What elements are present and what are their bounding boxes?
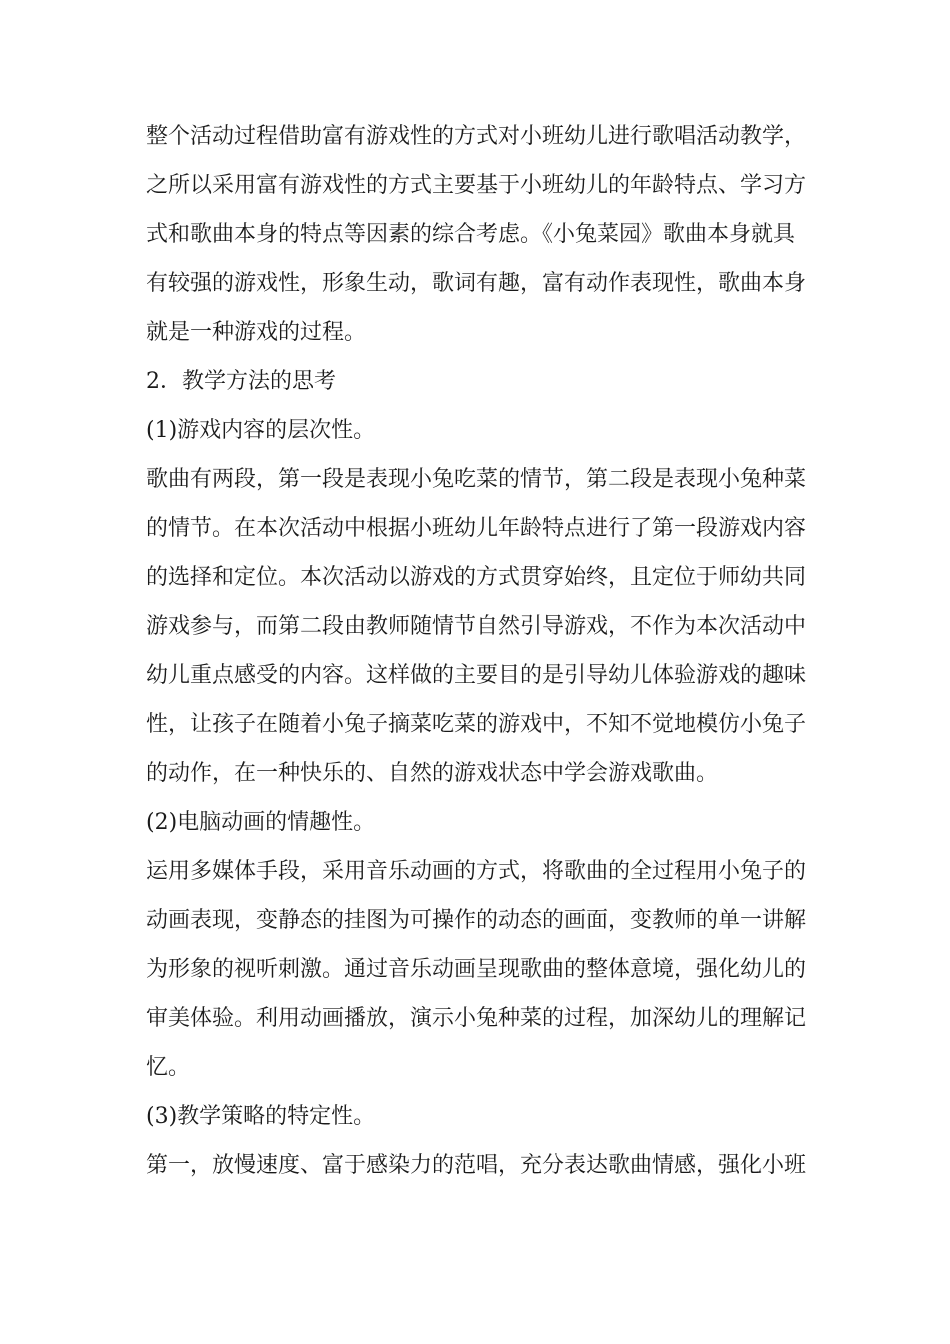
text-line: 为形象的视听刺激。通过音乐动画呈现歌曲的整体意境，强化幼儿的 [146,957,807,982]
text-line: 整个活动过程借助富有游戏性的方式对小班幼儿进行歌唱活动教学， [146,124,807,149]
subsection-heading: (3)教学策略的特定性。 [146,1104,376,1129]
text-line: 动画表现，变静态的挂图为可操作的动态的画面，变教师的单一讲解 [146,908,807,933]
section-heading: 2．教学方法的思考 [146,369,336,394]
text-line: 有较强的游戏性，形象生动，歌词有趣，富有动作表现性，歌曲本身 [146,271,807,296]
text-line: 的选择和定位。本次活动以游戏的方式贯穿始终，且定位于师幼共同 [146,565,807,590]
text-line: 歌曲有两段，第一段是表现小兔吃菜的情节，第二段是表现小兔种菜 [146,467,807,492]
text-line: 就是一种游戏的过程。 [146,320,367,345]
body-text [146,112,810,1190]
text-line: 式和歌曲本身的特点等因素的综合考虑。《小兔菜园》歌曲本身就具 [146,222,796,247]
text-line: 幼儿重点感受的内容。这样做的主要目的是引导幼儿体验游戏的趣味 [146,663,807,688]
text-line: 忆。 [146,1055,191,1080]
text-line: 性，让孩子在随着小兔子摘菜吃菜的游戏中，不知不觉地模仿小兔子 [146,712,807,737]
text-line: 审美体验。利用动画播放，演示小兔种菜的过程，加深幼儿的理解记 [146,1006,807,1031]
text-line: 的情节。在本次活动中根据小班幼儿年龄特点进行了第一段游戏内容 [146,516,807,541]
text-line: 之所以采用富有游戏性的方式主要基于小班幼儿的年龄特点、学习方 [146,173,807,198]
text-line: 第一，放慢速度、富于感染力的范唱，充分表达歌曲情感，强化小班 [146,1153,807,1178]
text-line: 运用多媒体手段，采用音乐动画的方式，将歌曲的全过程用小兔子的 [146,859,807,884]
subsection-heading: (2)电脑动画的情趣性。 [146,810,376,835]
text-line: 的动作，在一种快乐的、自然的游戏状态中学会游戏歌曲。 [146,761,719,786]
subsection-heading: (1)游戏内容的层次性。 [146,418,376,443]
text-line: 游戏参与，而第二段由教师随情节自然引导游戏，不作为本次活动中 [146,614,807,639]
